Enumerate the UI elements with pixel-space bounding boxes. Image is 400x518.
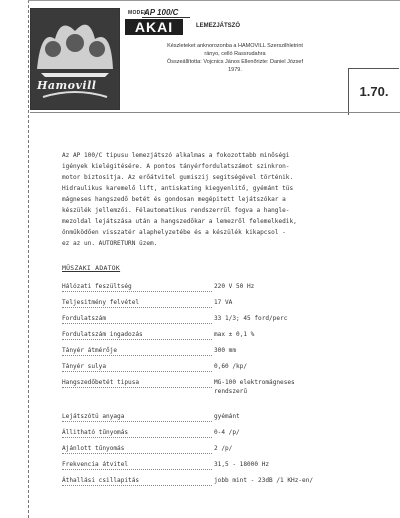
intro-line: Hidraulikus karemelő lift, antiskating kiegyenlitő, gyémánt tüs — [62, 185, 294, 192]
credits-line: rányo, celló Rassrudahra — [204, 51, 266, 57]
spec-value — [214, 428, 382, 437]
spec-value — [214, 282, 382, 291]
credits-line: 1979. — [228, 67, 242, 73]
spec-value — [214, 346, 382, 355]
intro-line: önműködően visszatér alaphelyzetébe és a készülék kikapcsol - — [62, 229, 286, 236]
credits-line: Készleteket anknorozonba a HAMOVILL Szerszilhletrint — [167, 43, 303, 49]
spec-row — [62, 330, 382, 346]
spec-row — [62, 378, 382, 406]
spec-label: Fordulatszám — [62, 314, 212, 324]
product-name: LEMEZJÁTSZÓ — [196, 23, 241, 29]
model-label: MODEL — [128, 10, 148, 16]
spec-value-line: 2 /p/ — [214, 445, 233, 452]
section-title: MŰSZAKI ADATOK — [62, 264, 121, 272]
spec-row — [62, 314, 382, 330]
spec-label: Állitható tűnyomás — [62, 428, 212, 438]
intro-line: igények kielégitésére. A pontos tányérfordulatszámot szinkron- — [62, 163, 290, 170]
spec-label: Teljesitmény felvétel — [62, 298, 212, 308]
intro-line: készülék jellemzői. Félautomatikus rendszerrűl fogva a hangle- — [62, 207, 290, 214]
spec-value — [214, 412, 382, 421]
spec-row — [62, 298, 382, 314]
intro-line: Az AP 100/C tipusu lemezjátszó alkalmas a fokozottabb minőségi — [62, 152, 290, 159]
spec-value-line: 17 VA — [214, 299, 233, 306]
spec-value-line: 0,60 /kp/ — [214, 363, 248, 370]
spec-value-line: 33 1/3; 45 ford/perc — [214, 315, 288, 322]
spec-value-line: max ± 0,1 % — [214, 331, 255, 338]
spec-value — [214, 314, 382, 323]
logo-ornament-icon — [31, 9, 119, 109]
spec-value-line: 220 V 50 Hz — [214, 283, 255, 290]
intro-line: mágneses hangszedő betét és gondosan megépitett lejátszókar a — [62, 196, 286, 203]
spec-value-line: rendszerű — [214, 388, 248, 395]
spec-value — [214, 476, 382, 485]
spec-row — [62, 362, 382, 378]
spec-value-line: 0-4 /p/ — [214, 429, 240, 436]
spec-label: Ajánlott tűnyomás — [62, 444, 212, 454]
intro-paragraph — [62, 150, 380, 249]
spec-row — [62, 428, 382, 444]
intro-line: mezoldal lejátszása után a hangszedőkar a lemezről felemelkedik, — [62, 218, 297, 225]
spec-value — [214, 460, 382, 469]
document-header — [30, 8, 400, 116]
credits-block — [125, 42, 345, 74]
spec-value — [214, 362, 382, 371]
spec-row — [62, 444, 382, 460]
spec-label: Lejátszótü anyaga — [62, 412, 212, 422]
page-top-line — [28, 0, 400, 1]
credits-line: Összeállította: Vojcnics János Ellenőrizte: Daniel József — [166, 59, 304, 65]
spec-value-line: 31,5 - 18000 Hz — [214, 461, 270, 468]
spec-value-line: gyémánt — [214, 413, 240, 420]
hamovill-logo — [30, 8, 120, 110]
page-number: 1.70. — [348, 68, 399, 115]
spec-value-line: MG-100 elektromágneses — [214, 379, 295, 386]
spec-value — [214, 444, 382, 453]
model-underline — [142, 17, 190, 18]
spec-label: Tányér átmérője — [62, 346, 212, 356]
spec-label: Fordulatszám ingadozás — [62, 330, 212, 340]
spec-row — [62, 346, 382, 362]
intro-line: ez az un. AUTORETURN üzem. — [62, 240, 158, 247]
spec-label: Hálózati feszültség — [62, 282, 212, 292]
spec-row — [62, 460, 382, 476]
page-margin-line — [28, 0, 29, 518]
logo-text: Hamovill — [37, 79, 97, 92]
spec-label: Tányér sulya — [62, 362, 212, 372]
model-value: AP 100/C — [144, 8, 179, 17]
spec-label: Hangszedőbetét tipusa — [62, 378, 212, 388]
spec-row — [62, 476, 382, 492]
spec-label: Frekvencia átvitel — [62, 460, 212, 470]
intro-line: motor biztositja. Az erőátvitel gumiszij segitségével történik. — [62, 174, 294, 181]
spec-row — [62, 412, 382, 428]
spec-value — [214, 330, 382, 339]
spec-value — [214, 378, 382, 396]
spec-value-line: 300 mm — [214, 347, 237, 354]
spec-value — [214, 298, 382, 307]
spec-row — [62, 282, 382, 298]
spec-label: Áthallási csillapitás — [62, 476, 212, 486]
header-divider — [30, 112, 400, 113]
brand-logo: AKAI — [125, 19, 183, 35]
spec-value-line: jobb mint - 23dB /1 KHz-en/ — [214, 477, 314, 484]
